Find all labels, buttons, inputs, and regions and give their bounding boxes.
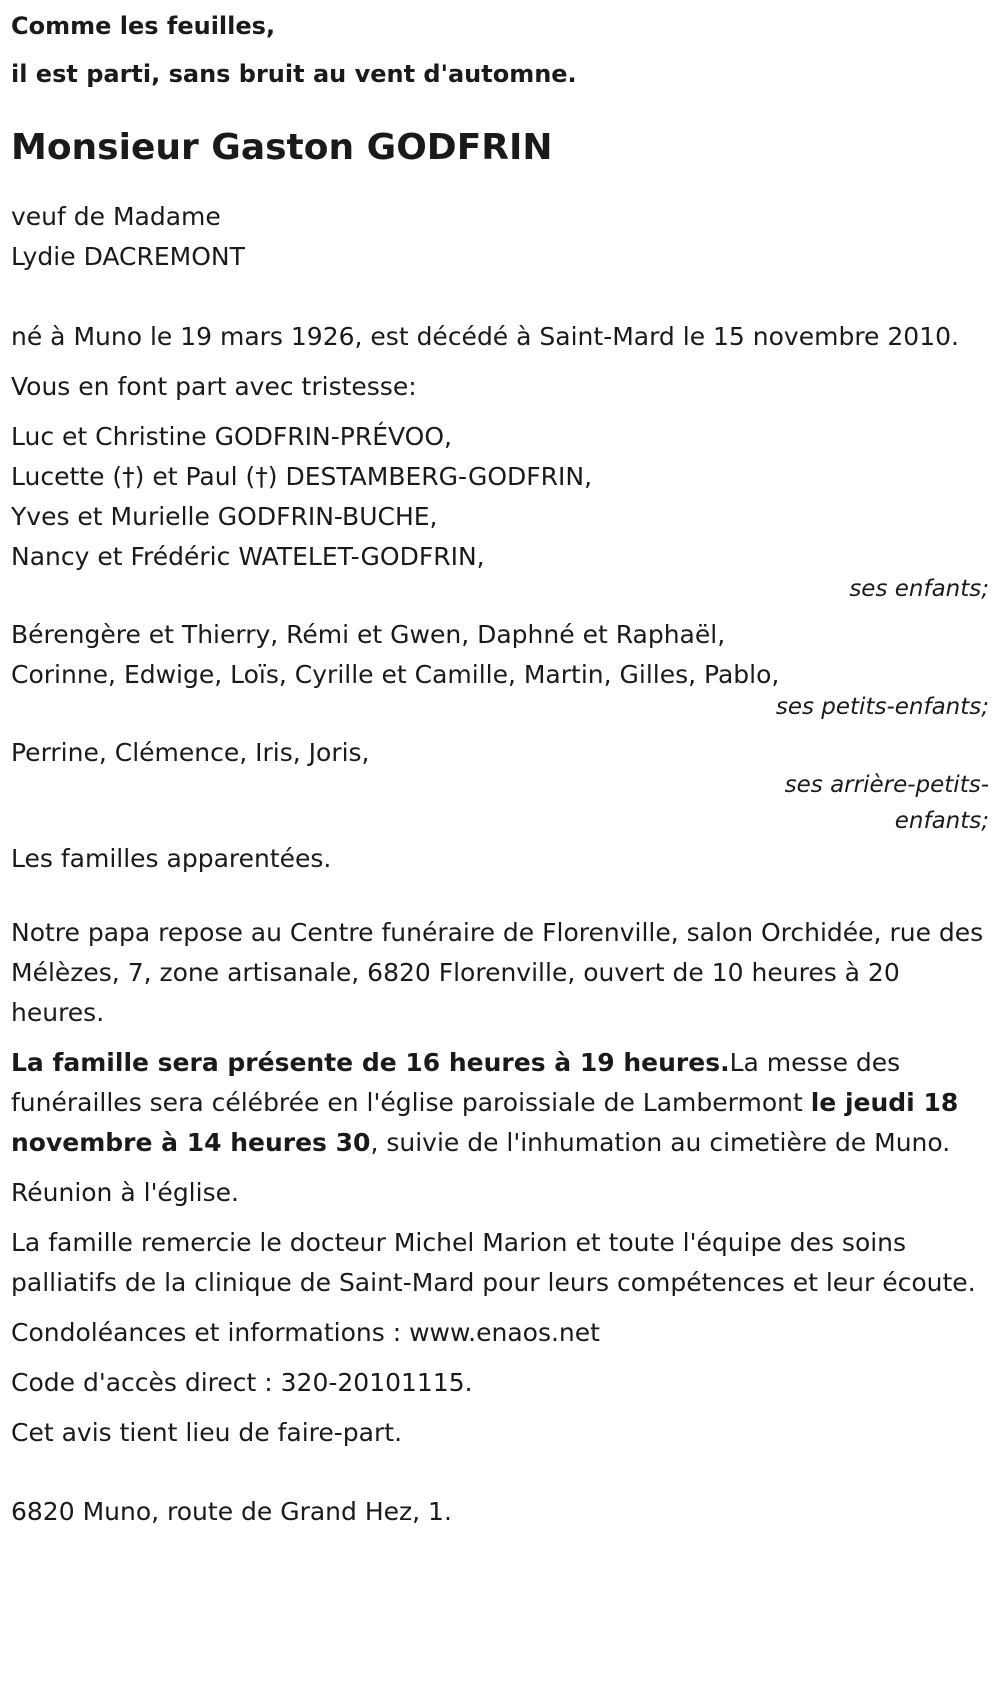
- address-text: 6820 Muno, route de Grand Hez, 1.: [11, 1497, 452, 1526]
- children-section: [11, 417, 989, 607]
- access-code-text: Code d'accès direct : 320-20101115.: [11, 1368, 473, 1397]
- child-line: Lucette (†) et Paul (†) DESTAMBERG-GODFRIN,: [11, 462, 593, 491]
- great-grandchildren-names: Perrine, Clémence, Iris, Joris,: [11, 738, 370, 767]
- child-line: Nancy et Frédéric WATELET-GODFRIN,: [11, 542, 485, 571]
- widow-of-line-2: Lydie DACREMONT: [11, 242, 245, 271]
- epigraph: [11, 0, 989, 98]
- grandchildren-role: ses petits-enfants;: [775, 694, 989, 720]
- great-grandchildren-section: [11, 733, 989, 839]
- epigraph-line-2: il est parti, sans bruit au vent d'automne.: [11, 60, 577, 88]
- family-presence-bold: La famille sera présente de 16 heures à 19 heures.: [11, 1048, 730, 1077]
- great-grandchildren-role: ses arrière-petits-enfants;: [784, 772, 989, 834]
- grandchildren-section: [11, 615, 989, 725]
- thanks-text: La famille remercie le docteur Michel Marion et toute l'équipe des soins palliatifs de la clinique de Saint-Mard pour leurs compétences et leur écoute.: [11, 1228, 976, 1297]
- mass-text: La messe des funérailles sera célébrée en l'église paroissiale de Lambermont: [11, 1048, 901, 1117]
- notice-text: Cet avis tient lieu de faire-part.: [11, 1418, 403, 1447]
- child-line: Luc et Christine GODFRIN-PRÉVOO,: [11, 422, 452, 451]
- rest-place-text: Notre papa repose au Centre funéraire de Florenville, salon Orchidée, rue des Mélèzes, 7, zone artisanale, 6820 Florenville, ouvert de 10 heures à 20 heures.: [11, 918, 984, 1027]
- ceremony-text: [11, 1043, 989, 1163]
- children-role: ses enfants;: [849, 576, 989, 602]
- widow-of-line-1: veuf de Madame: [11, 202, 221, 231]
- widow-of: [11, 197, 989, 277]
- grandchildren-names: Bérengère et Thierry, Rémi et Gwen, Daphné et Raphaël, Corinne, Edwige, Loïs, Cyrille et Camille, Martin, Gilles, Pablo,: [11, 620, 780, 689]
- birth-death-text: né à Muno le 19 mars 1926, est décédé à Saint-Mard le 15 novembre 2010.: [11, 322, 959, 351]
- funeral-date-bold: le jeudi 18 novembre à 14 heures 30: [11, 1088, 959, 1157]
- child-line: Yves et Murielle GODFRIN-BUCHE,: [11, 502, 438, 531]
- families-text: Les familles apparentées.: [11, 844, 332, 873]
- condolences-text: Condoléances et informations : www.enaos.net: [11, 1318, 600, 1347]
- intro-text: Vous en font part avec tristesse:: [11, 372, 417, 401]
- epigraph-line-1: Comme les feuilles,: [11, 12, 276, 40]
- burial-text: , suivie de l'inhumation au cimetière de Muno.: [370, 1128, 951, 1157]
- meeting-text: Réunion à l'église.: [11, 1178, 239, 1207]
- deceased-name: Monsieur Gaston GODFRIN: [11, 127, 553, 168]
